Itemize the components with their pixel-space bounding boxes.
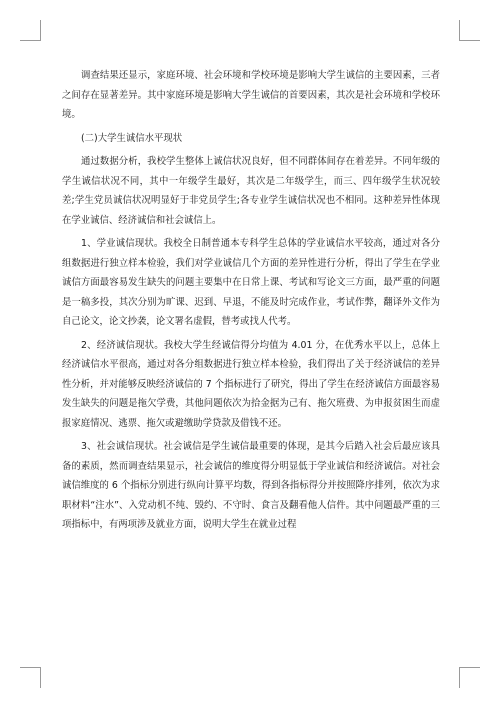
crop-mark-bottom-left xyxy=(20,667,41,688)
crop-mark-top-left xyxy=(20,20,41,41)
crop-mark-bottom-right xyxy=(459,667,480,688)
paragraph-economic-integrity: 2、经济诚信现状。我校大学生经诚信得分均值为 4.01 分，在优秀水平以上，总体上经济诚信水平很高，通过对各分组数据进行独立样本检验，我们得出了关于经济诚信的差异性分析，并对能够反映经济诚信的 7 个指标进行了研究，得出了学生在经济诚信方面最容易发生缺失的问题是拖欠学费，其他问题依次为拾金据为己有、拖欠班费、为申报贫困生而虚报家庭情况、逃票、拖欠或避缴助学贷款及借钱不还。 xyxy=(62,339,440,429)
paragraph-academic-integrity: 1、学业诚信现状。我校全日制普通本专科学生总体的学业诚信水平较高，通过对各分组数据进行独立样本检验，我们对学业诚信几个方面的差异性进行分析，得出了学生在学业诚信方面最容易发生缺失的问题主要集中在日常上课、考试和写论文三方面，最严重的问题是一稿多投，其次分别为旷课、迟到、早退，不能及时完成作业，考试作弊，翻译外文作为自己论文，论文抄袭，论文署名虚假，替考或找人代考。 xyxy=(62,238,440,327)
section-heading: (二)大学生诚信水平现状 xyxy=(81,132,183,144)
document-body xyxy=(62,66,440,539)
paragraph-overview: 通过数据分析，我校学生整体上诚信状况良好，但不同群体间存在着差异。不同年级的学生诚信状况不同，其中一年级学生最好，其次是二年级学生，而三、四年级学生状况较差;学生党员诚信状况明显好于非党员学生;各专业学生诚信状况也不相同。这种差异性体现在学业诚信、经济诚信和社会诚信上。 xyxy=(62,156,440,226)
crop-mark-top-right xyxy=(459,20,480,41)
paragraph-social-integrity: 3、社会诚信现状。社会诚信是学生诚信最重要的体现，是其今后踏入社会后最应该具备的素质，然而调查结果显示，社会诚信的维度得分明显低于学业诚信和经济诚信。对社会诚信维度的 6 个指标分别进行纵向计算平均数，得到各指标得分并按照降序排列，依次为求职材料“注水”、入党动机不纯、毁约、不守时、食言及翻看他人信件。其中问题最严重的三项指标中，有两项涉及就业方面，说明大学生在就业过程 xyxy=(62,441,440,530)
paragraph-survey-factors: 调查结果还显示，家庭环境、社会环境和学校环境是影响大学生诚信的主要因素，三者之间存在显著差异。其中家庭环境是影响大学生诚信的首要因素，其次是社会环境和学校环境。 xyxy=(62,70,440,120)
